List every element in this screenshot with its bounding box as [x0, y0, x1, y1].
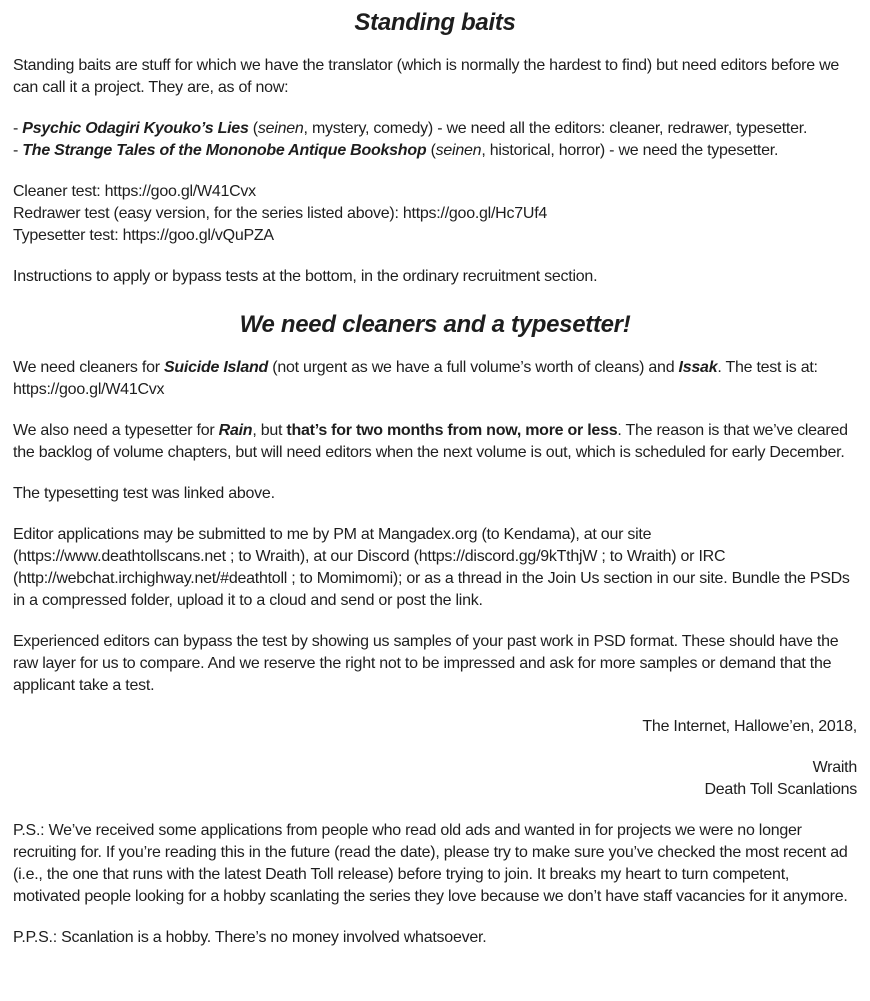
cleaners-paragraph: We need cleaners for Suicide Island (not urgent as we have a full volume’s worth of cleans) and Issak. The test is at: https://goo.gl/W41Cvx	[13, 359, 818, 398]
typesetting-test-note: The typesetting test was linked above.	[13, 485, 275, 502]
dateline: The Internet, Hallowe’en, 2018,	[642, 718, 857, 735]
instructions-note: Instructions to apply or bypass tests at the bottom, in the ordinary recruitment section.	[13, 268, 598, 285]
pps-paragraph: P.P.S.: Scanlation is a hobby. There’s no money involved whatsoever.	[13, 929, 487, 946]
signature-name: Wraith	[812, 759, 857, 776]
typesetter-test-line: Typesetter test: https://goo.gl/vQuPZA	[13, 227, 274, 244]
redrawer-test-line: Redrawer test (easy version, for the series listed above): https://goo.gl/Hc7Uf4	[13, 205, 548, 222]
signature-group: Death Toll Scanlations	[704, 781, 857, 798]
applications-paragraph: Editor applications may be submitted to me by PM at Mangadex.org (to Kendama), at our site (https://www.deathtollscans.net ; to Wraith), at our Discord (https://discord.gg/9kTthjW ; to Wraith) or IRC (http://webchat.irchighway.net/#deathtoll ; to Momimomi); or as a thread in the Join Us section in our site. Bundle the PSDs in a compressed folder, upload it to a cloud and send or post the link.	[13, 526, 850, 609]
intro-paragraph: Standing baits are stuff for which we have the translator (which is normally the hardest to find) but need editors before we can call it a project. They are, as of now:	[13, 57, 840, 96]
bait-list-item-mononobe-bookshop: - The Strange Tales of the Mononobe Antique Bookshop (seinen, historical, horror) - we need the typesetter.	[13, 142, 779, 159]
cleaner-test-line: Cleaner test: https://goo.gl/W41Cvx	[13, 183, 256, 200]
typesetter-paragraph: We also need a typesetter for Rain, but that’s for two months from now, more or less. The reason is that we’ve cleared the backlog of volume chapters, but will need editors when the next volume is out, which is scheduled for early December.	[13, 422, 848, 461]
bait-list-item-psychic-odagiri: - Psychic Odagiri Kyouko’s Lies (seinen, mystery, comedy) - we need all the editors: cleaner, redrawer, typesetter.	[13, 120, 808, 137]
ps-paragraph: P.S.: We’ve received some applications from people who read old ads and wanted in for projects we were no longer recruiting for. If you’re reading this in the future (read the date), please try to make sure you’ve checked the most recent ad (i.e., the one that runs with the latest Death Toll release) before trying to join. It breaks my heart to turn competent, motivated people looking for a hobby scanlating the series they love because we don’t have staff vacancies for it anymore.	[13, 822, 848, 905]
signature	[13, 757, 857, 801]
bait-list	[13, 118, 857, 162]
page-title: Standing baits	[354, 9, 516, 36]
bypass-paragraph: Experienced editors can bypass the test by showing us samples of your past work in PSD format. These should have the raw layer for us to compare. And we reserve the right not to be impressed and ask for more samples or demand that the applicant take a test.	[13, 633, 839, 694]
test-links	[13, 181, 857, 247]
section-heading-cleaners-typesetter: We need cleaners and a typesetter!	[239, 311, 631, 338]
